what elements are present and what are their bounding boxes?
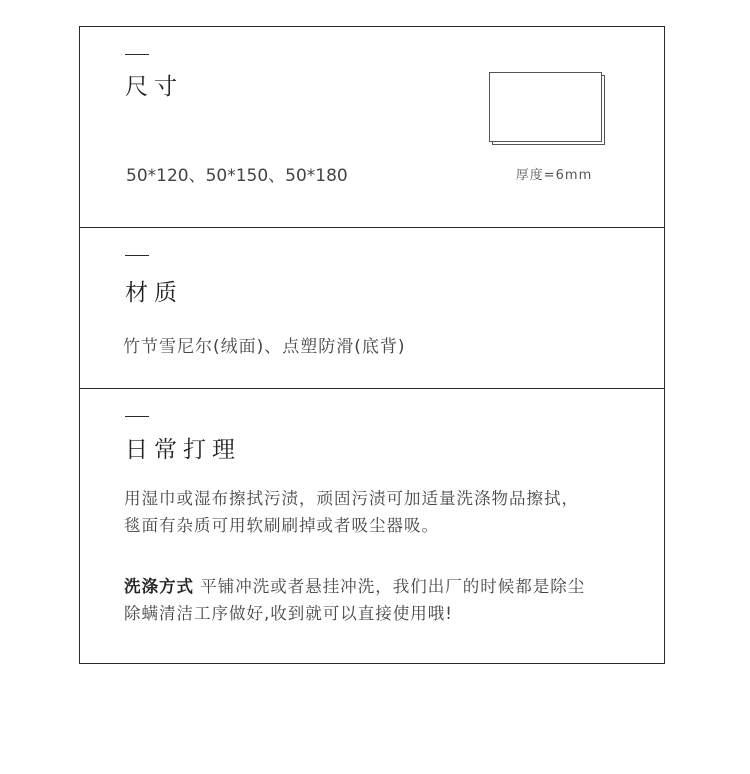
section-dash: [125, 416, 149, 417]
care-heading: 日常打理: [125, 437, 241, 463]
wash-label: 洗涤方式: [124, 577, 194, 596]
care-section: [80, 389, 664, 663]
care-instructions: [124, 485, 644, 539]
care-line-2: 毯面有杂质可用软刷刷掉或者吸尘器吸。: [124, 516, 439, 535]
size-values: 50*120、50*150、50*180: [126, 166, 348, 186]
wash-line-1: [124, 573, 644, 600]
size-section: [80, 27, 664, 228]
thickness-label: 厚度=6mm: [515, 168, 593, 183]
care-line-1: 用湿巾或湿布擦拭污渍，顽固污渍可加适量洗涤物品擦拭，: [124, 489, 579, 508]
size-heading: 尺寸: [125, 74, 183, 100]
thickness-illustration: [489, 72, 605, 145]
wash-instructions: [124, 573, 644, 627]
material-section: [80, 228, 664, 389]
material-text: 竹节雪尼尔(绒面)、点塑防滑(底背): [123, 337, 406, 357]
wash-line-1-text: 平铺冲洗或者悬挂冲洗，我们出厂的时候都是除尘: [194, 577, 586, 596]
section-dash: [125, 54, 149, 55]
material-heading: 材质: [125, 280, 183, 306]
thickness-front-layer: [489, 72, 602, 142]
section-dash: [125, 255, 149, 256]
wash-line-2: 除螨清洁工序做好,收到就可以直接使用哦!: [124, 604, 453, 623]
product-info-card: [79, 26, 665, 664]
